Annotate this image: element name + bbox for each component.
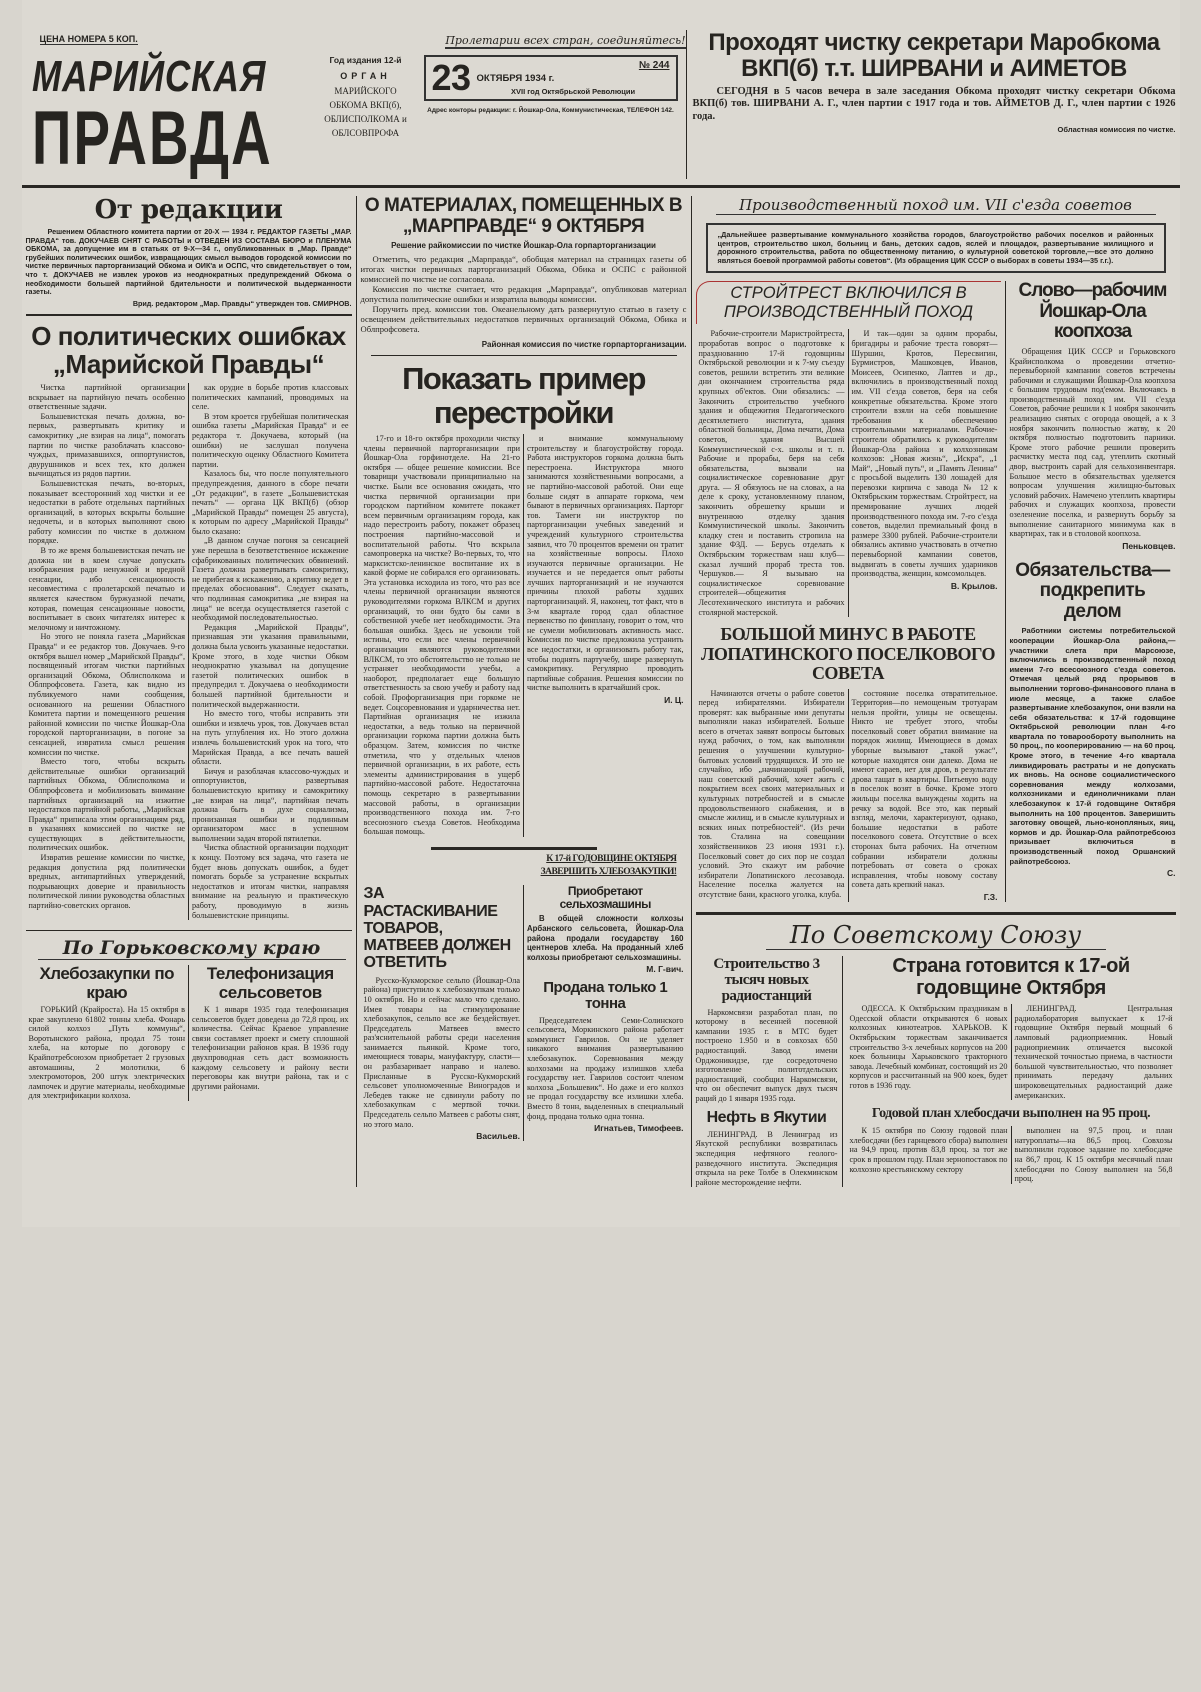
logo-title-line2: ПРАВДА <box>31 96 273 181</box>
perestroika-col2 <box>527 434 684 693</box>
stroitrest-headline: СТРОЙТРЕСТ ВКЛЮЧИЛСЯ В ПРОИЗВОДСТВЕННЫЙ ПОХОД <box>696 281 1001 324</box>
divider <box>696 912 1176 915</box>
paragraph: ЛЕНИНГРАД. В Ленинград из Якутской республики возвратилась экспедиция нефтяного геолого-разведочного института. Экспедиция открыла на реке Толбе в Олекминском районе месторождение нефти. <box>695 1129 838 1187</box>
grain-story3-signature: Игнатьев, Тимофеев. <box>594 1123 684 1134</box>
grain-columns <box>361 885 687 1141</box>
paragraph: Председателем Семи-Солинского сельсовета, Моркинского района работает коммунист Гаврилов. Он не уделяет никакого внимания развертыванию хлебозакупок. Соревнования между колхозами на продажу излишков хлеба государству нет. Гаврилов состоит членом колхоза „Большевик“. Но даже и его колхоз не продал государству все излишки хлеба. Вместо 8 тонн, выделенных в специальный фонд, продана только одна тонна. <box>527 1015 684 1121</box>
divider <box>371 355 677 356</box>
perestroika-columns <box>361 434 687 837</box>
logo <box>26 52 316 181</box>
grain-story3-headline: Продана только 1 тонна <box>543 979 668 1013</box>
obligations-text <box>1010 626 1176 866</box>
grain-banner-line2: ЗАВЕРШИТЬ ХЛЕБОЗАКУПКИ! <box>540 867 677 878</box>
organ-info <box>316 55 416 140</box>
minus-col2 <box>852 689 998 890</box>
oil-headline: Нефть в Якутии <box>706 1109 827 1127</box>
editorial-text: Решением Областного комитета партии от 20-X — 1934 г. РЕДАКТОР ГАЗЕТЫ „МАР. ПРАВДА“ тов. ДОКУЧАЕВ СНЯТ С РАБОТЫ и ОТВЕДЕН ИЗ СОСТАВА БЮРО и ПЛЕНУМА ОБКОМА, за допущение им в статьях от 9-X—34 г., опубликованных в „Мар. Правде“ грубейших политических ошибок, извращающих смысл выводов городской комиссии по чистке первичных парторганизаций Обкома и ОИК'а и ОСПС, что свидетельствует о том, что т. ДОКУЧАЕВ не извлек уроков из неоднократных предупреждений Обкома о необходимости большей партийной бдительности и политической выдержанности газеты. <box>25 227 352 297</box>
slovo-text <box>1010 347 1176 539</box>
right-main-stories <box>696 281 1005 902</box>
radio-text <box>696 1008 838 1104</box>
gorky-story1 <box>26 965 189 1101</box>
country-col1 <box>847 1004 1011 1100</box>
grain-story2-signature: М. Г-вич. <box>646 964 684 975</box>
publication-year: Год издания 12-й <box>329 55 402 65</box>
paragraph: Наркомсвязи разработал план, по которому в весенней посевной кампании 1935 г. в МТС будет построено 1.950 и в совхозах 650 радиостанций. Завод имени Орджоникидзе, где сосредоточено изготовление политотдельских радиостанций, сообщил Наркомсвязи, что он обеспечит выпуск двух тысяч раций до 1 января 1935 года. <box>695 1007 838 1103</box>
campaign-heading: Производственный поход им. VII с'езда советов <box>716 196 1156 215</box>
top-row <box>22 30 1180 179</box>
organ-label: ОРГАН <box>340 71 391 81</box>
paragraph: В общей сложности колхозы Арбанского сельсовета, Йошкар-Ола района продали государству 160 центнеров хлеба. На проданный хлеб колхозы приобретают сельхозмашины. <box>527 914 684 962</box>
minus-columns <box>696 689 1001 902</box>
middle-column <box>356 196 691 1187</box>
paragraph: Работники системы потребительской кооперации Йошкар-Ола района,—участники слета при Марсоюзе, включились в производственный поход имени 7-го всесоюзного с'езда советов. Отмечая целый ряд прорывов в выполнении торгово-финансового плана в июле месяце, а также слабое развертывание хлебозакупок, они взяли на себя обязательства: к 17-й годовщине Октябрьской революции план 4-го квартала по товарообороту выполнить на 50 проц., по кооперированию — на 60 проц. Кроме этого, в течение 4-го квартала ликвидировать растраты и не допускать их вновь. На основе социалистического соревнования между колхозами, колхозниками и единоличниками план хлебозакупок к 17-й годовщине Октября выполнить на 100 процентов. Заверишить заготовку овощей, льно-конопляных, яиц, кормов и др. Йошкар-Ола райпотребсоюз призывает включиться в производственный поход Оршанский райпотребсоюз. <box>1009 626 1176 866</box>
paragraph: К 1 января 1935 года телефонизация сельсоветов будет доведена до 72,8 проц. их количества. Сейчас Краевое управление связи составляет проект и смету сплошной телефонизации районов края. В 1936 году двухпроводная сеть даст возможность каждому сельсовету и району вести переговоры как внутри района, так и с другими районами. <box>192 1004 349 1091</box>
revolution-year: XVII год Октябрьской Революции <box>510 87 636 96</box>
organ-line: МАРИЙСКОГО <box>334 86 397 96</box>
gorky-story2-text <box>192 1005 349 1091</box>
top-story-headline: Проходят чистку секретари Маробкома ВКП(б) т.т. ШИРВАНИ и АИМЕТОВ <box>708 29 1160 82</box>
right-sidebar <box>1005 281 1176 902</box>
grain-story1-headline: ЗА РАСТАСКИВАНИЕ ТОВАРОВ, МАТВЕЕВ ДОЛЖЕН ОТВЕТИТЬ <box>363 885 511 972</box>
paragraph: В этом кроется грубейшая политическая ошибка газеты „Марийская Правда“ и ее редактора т. Докучаева, который (на ошибки) не заслушал получена политическую оценку Областного Комитета партии. <box>192 411 349 469</box>
paragraph: ГОРЬКИЙ (Крайроста). На 15 октября в крае закуплено 61802 тонны хлеба. Фонарь силой колхоз „Путь коммуны“, Воротынского района, продал 75 тонн хлеба, на которые по договору с Крайпотребсоюзом приобретает 2 грузовых автомашины, 2 молотилки, 6 электромоторов, 200 штук электрических лампочек и другие материалы, необходимые для электрификации колхоза. <box>28 1004 185 1101</box>
gorky-story2-headline: Телефонизация сельсоветов <box>206 964 334 1002</box>
date-box <box>424 55 678 101</box>
paragraph: „В данном случае погоня за сенсацией уже перешла в безответственное искажение сфабрикованных политических обвинений. Газета должна развертывать самокритику, не прибегая к искажению, а критику ведет в пределах обоснования“. Следует сказать, что подлинная самокритика „не взирая на лица“ не всегда осуществляется газетой с необходимой последовательностью. <box>192 536 349 623</box>
minus-headline: БОЛЬШОЙ МИНУС В РАБОТЕ ЛОПАТИНСКОГО ПОСЕЛКОВОГО СОВЕТА <box>701 624 995 684</box>
slovo-headline: Слово—рабочим Йошкар-Ола коопхоза <box>1018 280 1167 343</box>
editorial-address: Адрес конторы редакции: г. Йошкар-Ола, Коммунистическая, ТЕЛЕФОН 142. <box>427 107 674 114</box>
stroitrest-col2-wrap <box>848 329 1001 617</box>
paragraph: Чистка партийной организации вскрывает на партийную печать особенно ответственные задачи. <box>28 382 185 412</box>
newspaper-page <box>22 0 1180 1227</box>
gorky-story1-text <box>29 1005 186 1101</box>
paragraph: Комиссия по чистке считает, что редакция „Марправда“, опубликовав материал допустила политические ошибки и извратила выводы комиссии. <box>360 284 687 305</box>
grain-story1-text <box>364 976 521 1130</box>
divider <box>26 314 352 316</box>
paragraph: Извратив решение комиссии по чистке, редакция допустила ряд политически вредных, антипартийных утверждений, подрывающих доверие и правильность политической линии руководства областных партийно-советских органов. <box>28 853 185 911</box>
main-columns <box>22 196 1180 1187</box>
paragraph: Русско-Кукморское сельпо (Йошкар-Ола района) приступило к хлебозакупкам только 10 октября. Но и сейчас мало что сделано. Имея товары на стимулирование хлебозакупок, сельпо все же бездействует. Председатель Матвеев вместо раз'яснительной работы среди населения занимается пьянкой. Кроме того, имеющиеся товары, мануфактуру, сласти—он разбазаривает направо и налево. Присланные в Русско-Кукморский сельсовет уполномоченные Виноградов и Лебедев также не сдвинули работу по хлебозакупкам с мертвой точки. Председатель сельпо Матвеев с работы снят, но этого мало. <box>363 975 520 1129</box>
right-column-stories <box>696 281 1176 902</box>
paragraph: 17-го и 18-го октября проходили чистку члены первичной парторганизации при Йошкар-Ола горфинотделе. На 21-го октября — общее решение комиссии. Все товарищи участвовали принципиально на чистке. Были все основания ожидать, что чистка первичной организации при городском партийном комитете покажет всем первичным организациям города, как надо перестроить работу, покажет образец построения партийно-массовой и воспитательной работы. Что вскрыла самопроверка на чистке? Во-первых, то, что марксистско-ленинское воспитание их в какой форме не собирался его организовать. Эта установка исходила из того, что раз все члены первичной организации являются руководителями горкома ВЛКСМ и других организаций, то они будто бы сами в собственной учебе нет необходимости. Эта большая ошибка. Здесь не усвоили той истины, что если все члены первичной организации являются руководителями ВЛКСМ, то это обстоятельство не только не устраняет необходимости учебы, а наоборот, предполагает еще большую ответственность за свою учебу и работу над собой. Профорганизация при горкоме не ведет. Соцсоревнования и ударничества нет. Партийная организация не изжила недостатки, а ведь только на первичной организации горкома партии должна быть образцом. Затем, комиссия по чистке отметила, что у отдельных членов первичной организации, в их работе, есть элементы администрирования в ущерб партийно-массовой работе. Недостаточна помощь секретарю в развертывании массовой работы, в организации производственного похода им. 7-го всесоюзного съезда Советов. Необходима большая помощь. <box>363 433 520 837</box>
editorial-appointment: Врид. редактором „Мар. Правды“ утвержден тов. СМИРНОВ. <box>132 298 352 308</box>
paragraph: Поручить пред. комиссии тов. Океанельному дать развернутую статью в газету с освещением действительных недостатков первичных организаций Обкома, Обика и Облпрофсовета. <box>360 304 687 335</box>
price: ЦЕНА НОМЕРА 5 КОП. <box>39 34 138 44</box>
paragraph: Чистка областной организации подходит к концу. Поэтому вся задача, что газета не будет вновь допускать ошибок, а будет помогать борьбе за устранение вскрытых недостатков и итогам чистки, направляя внимание на реальную и практическую работу, проводимую в жизнь большевистские принципы. <box>192 843 349 920</box>
grain-story1-signature: Васильев. <box>476 1131 520 1142</box>
masthead <box>26 30 686 179</box>
perestroika-signature: И. Ц. <box>664 695 684 705</box>
issue-month-year: ОКТЯБРЯ 1934 г. <box>476 73 555 84</box>
paragraph: Рабочие-строители Маристройтреста, проработав вопрос о подготовке к празднованию 17-й годовщины Октябрьской революции и к 7-му съезду советов, решили встретить эти великие дни окончанием строительства ряда крупных об'ектов. Они обязались: — Закончить строительство учебного здания и общежития Педагогического десятилетнего института, здания областной больницы, Дома печати, Дома советов, здания Высшей Коммунистической с-х. школы и т. п. Рабочие и прорабы, беря на себя обязательства, вызвали на социалистическое соревнование друг друга. — Я обязуюсь не на словах, а на деле к сроку, установленному планом, закончить обрешетку крыши и внутреннюю отделку здания Коммунистической школы. Закончить кладку стен и поставить стропила на здание ФЗД. — Берусь отделать к Октябрьским торжествам наш клуб—сказал лучший прораб треста тов. Чершуков.— Я вызываю на социалистическое соревнование строителей—общежития Лесотехнического института и рабочих столярной мастерской. <box>698 329 845 617</box>
paragraph: Большевистская печать, во-вторых, показывает всесторонний ход чистки и ее недостатки в работе отдельных партийных организаций, в которых вскрыты большие недочеты, и в которых выполняют свою работу комиссии по чистке в должном порядке. <box>28 478 185 546</box>
soviet-union-right <box>842 956 1176 1187</box>
grain-banner <box>361 854 687 878</box>
materials-signature: Районная комиссия по чистке горпарторганизации. <box>481 340 687 350</box>
political-errors-col1 <box>26 383 189 920</box>
soviet-union-left <box>696 956 842 1187</box>
slovo-signature: Пеньковцев. <box>1122 540 1176 551</box>
left-column <box>26 196 356 1187</box>
perestroika-col2-wrap <box>523 434 687 837</box>
paragraph: Бичуя и разоблачая классово-чуждых и оппортунистов, развертывая большевистскую критику и самокритику „не взирая на лица“, партийная печать должна быть в духе социализма, пронизанная ошибки и подлинным организатором масс в успешном выполнении задач второй пятилетки. <box>192 766 349 843</box>
campaign-quote: „Дальнейшее развертывание коммунального хозяйства городов, благоустройство рабочих поселков и районных центров, строительство школ, больниц и бань, детских садов, яслей и площадок, развертывание жилищного и дорожного строительства, работа по общественному питанию, о культурной советской торговле,—все это должно являться боевой программой работы советов“. (Из обращения ЦИК СССР о выборах в советы 1934—35 г.г.). <box>706 223 1166 273</box>
country-headline: Страна готовится к 17-ой годовщине Октября <box>892 954 1130 999</box>
paragraph: состояние поселка отвратительное. Территория—по немощеным тротуарам нельзя пройти, улицы не освещены. Никто не требует этого, чтобы поселковый совет обратил внимание на порядок жилищ. Имеющиеся в домах уборные вызывают „такой ужас“, которые находятся они далеко. Дома не имеют сараев, нет для дров, в результате дрова тащат в квартиры. Питьевую воду в поселок возят в бочке. Кроме этого жильцы поселка вынуждены ходить на речку за водой. Все это, как первый взгляд, мелочи, характеризуют, однако, большие недостатки в работе поселкового совета. Отсутствие о всех сторонах быта рабочих. На отчетном собрании избиратели должны потребовать от совета о сроках исправления, чтобы новому составу совета дать крепкий наказ. <box>851 688 998 890</box>
right-column <box>691 196 1176 1187</box>
perestroika-col1 <box>361 434 524 837</box>
gorky-story1-headline: Хлебозакупки по краю <box>39 964 175 1002</box>
issue-day: 23 <box>431 57 471 98</box>
soviet-union-stories <box>696 956 1176 1187</box>
organ-line: ОБЛСОВПРОФА <box>331 128 400 138</box>
paragraph: ЛЕНИНГРАД. Центральная радиолаборатория выпускает к 17-й годовщине Октября первый мощный 6 ламповый радиоприемник. Новый радиоприемник отличается высокой технической точностью приема, в частности большой чувствительностью, что позволяет принимать передачу дальних широковещательных радиостанций даже американских. <box>1014 1004 1173 1100</box>
paragraph: Обращения ЦИК СССР и Горьковского Крайисполкома о проведении отчетно-перевыборной кампании советов встречены рабочими и служащими Йошкар-Ола коопхоза с большим трудовым под'емом. Включаясь в производственный поход им. VII с'езда Советов, рабочие решили к 1 ноября закончить реализацию снятых с огорода овощей, а к 3 ноября закончить полностью жатву, к 20 октября полностью подготовить парники. Кроме этого рабочие решили проверить расчистку места под сад, утеплить скотный двор, выстроить сарай для сельхозинвентаря. Большое место в обязательствах уделяется вопросам улучшения жилищно-бытовых условий рабочих. Намечено утеплить квартиры рабочих и служащих коопхоза, провести озеленение поселка, и развернуть борьбу за выполнение санитарного минимума как в квартирах, так и в столовой коопхоза. <box>1009 346 1176 539</box>
minus-col2-wrap <box>848 689 1001 902</box>
political-errors-headline: О политических ошибках „Марийской Правды“ <box>31 320 346 379</box>
radio-headline: Строительство 3 тысяч новых радиостанций <box>713 955 820 1005</box>
grain-story2-headline: Приобретают сельхозмашины <box>559 884 651 912</box>
political-errors-col2 <box>188 383 352 920</box>
plan-col1 <box>847 1126 1011 1184</box>
paragraph: И так—один за одним прорабы, бригадиры и рабочие треста говорят—Шуршин, Кротов, Пересвигин, Бурмистров, Машковцев, Иванов, Моисеев, Осипенко, Лаптев и др., включились в производственный поход им. VII с'езда советов, беря на себя конкретные обязательства. Кроме этого строители взяли на себя повышение требования к обеспечению строительными материалами. Рабочие-строители обратились к руководителям Йошкар-Ола района и колхозникам колхозов: „Новая жизнь“, „Искра“, „1 Май“, „Новый путь“, и „Память Ленина“ с просьбой выделить 130 лошадей для перевозки кирпича с завода № 12 к Октябрьским торжествам. Стройтрест, на премирование лучших людей производственного похода им. 7-го с'езда советов, выделил премиальный фонд в размере 3300 рублей. Рабочие-строители обязались активно участвовать в отчетно перевыборной кампании советов, выдвигать в советы лучших ударников производства, женщин, комсомольцев. <box>851 329 998 579</box>
paragraph: ОДЕССА. К Октябрьским праздникам в Одесской области открываются 6 новых колхозных кинотеатров. ХАРЬКОВ. К Октябрьским торжествам заканчивается строительство 3-х лечебных корпусов на 200 коек больницы Харьковского тракторного завода. Лечебный комбинат, состоящий из 20 корпусов и рассчитанный на 900 коек, будет готов в 1936 году. <box>849 1004 1008 1090</box>
divider <box>431 847 597 850</box>
minus-col1 <box>696 689 848 902</box>
date-column <box>416 55 686 115</box>
stroitrest-signature: В. Крылов. <box>950 580 998 591</box>
obligations-signature: С. <box>1167 868 1176 879</box>
issue-number: № 244 <box>638 60 670 71</box>
country-columns <box>847 1004 1176 1100</box>
materials-subhead: Решение райкомиссии по чистке Йошкар-Ола горпарторганизации <box>391 241 656 251</box>
materials-text <box>361 254 687 334</box>
paragraph: выполнен на 97,5 проц. и план натуроплаты—на 86,5 проц. Совхозы выполнили годовое задание по хлебосдаче на 86,7 проц. К 15 октября месячный план хлебосдачи по Союзу выполнен на 56,8 проц. <box>1014 1126 1173 1184</box>
masthead-divider <box>22 185 1180 188</box>
paragraph: и внимание коммунальному строительству и благоустройству города. Работа инструкторов горкома должна быть перестроена. Инструктора много занимаются хозяйственными вопросами, а не партийно-массовой работой. Они еще больше сидят в аппарате горкома, чем бывают в первичных организациях. Парторг тов. Тамеги ни инструктор по парторганизации учебных заведений и учреждений культурного строительства заявил, что 70 процентов времени он тратит на хозяйственные вопросы. Плохо изучаются первичные организации. Не изучается и не передается опыт работы лучших парторганизаций и не изучаются причины плохой работы худших парторганизаций. Я, наконец, тот факт, что в 3-м квартале город сдал областное первенство по финплану, говорит о том, что не сумели мобилизовать активность масс. Комиссия по чистке предложила устранить все недостатки, и организовать работу так, чтобы поднять партучебу, шире развернуть самокритику. Регулярно проводить партийные собрания. Решения комиссии по чистке выполнить в кратчайший срок. <box>527 433 684 693</box>
paragraph: Но этого не поняла газета „Марийская Правда“ и ее редактор тов. Докучаев. 9-го октября вышел номер „Марийской Правды“, посвященный итогам чистки партийных организаций Обкома, Облисполкома и Облпрофсовета. Газета, как видно из публикуемого нами сообщения, основанного на решении Областного Комитета партии и помещенного решения районной комиссии по чистке Йошкар-Ола городской парторганизации, в погоне за сенсацией, извратила смысл решения комиссии по чистке. <box>28 632 185 757</box>
logo-title-line1: МАРИЙСКАЯ <box>31 52 266 101</box>
materials-headline: О МАТЕРИАЛАХ, ПОМЕЩЕННЫХ В „МАРПРАВДЕ“ 9 ОКТЯБРЯ <box>364 195 683 237</box>
grain-story1 <box>361 885 524 1141</box>
paragraph: Вместо того, чтобы вскрыть действительные ошибки организаций партийных Обкома, Облисполкома и Облпрофсовета и мобилизовать внимание партийных организаций на изжитие недостатков партийной работы, „Марийская Правда“ приписала этим организациям ряд, в указаниях комиссией по чистке не существующих в действительности, политических ошибок. <box>28 757 185 853</box>
paragraph: Казалось бы, что после популятельного предупреждения, данного в сборе печати „От редакции“, в газете „Большевистская печать“ — органа ЦК ВКП(б) (обзор „Марийской Правды“ помещен 25 августа), к которым по адресу „Марийской Правды“ было сказано: <box>192 469 349 536</box>
top-story-text: СЕГОДНЯ в 5 часов вечера в зале заседания Обкома проходят чистку секретари Обкома ВКП(б) тов. ШИРВАНИ А. Г., член партии с 1917 года и тов. АЙМЕТОВ Д. Г., член партии с 1926 года. <box>692 85 1176 122</box>
editorial-heading: От редакции <box>94 195 283 225</box>
plan-columns <box>847 1126 1176 1184</box>
perestroika-headline: Показать пример перестройки <box>402 361 645 430</box>
paragraph: Начинаются отчеты о работе советов перед избирателями. Избиратели проверят: как выбранные ими депутаты выполняли наказ избирателей. Больше всего в отчетах заявят вопросы бытовых нужд рабочих, о том, как выполняли решения о улучшении культурно-бытовых условий трудящихся. И это не случайно, ибо „начинающий рабочий, наш советский рабочий, хочет жить с покрытием всех своих материальных и культурных потребностей и в смысле продовольственного снабжения, и в смысле жилищ, и в смысле культурных и всяких иных потребностей“. (Из речи тов. Сталина на совещании хозяйственников 23 июня 1931 г.). Поселковый совет до сих пор не создал условий. Это скажут им рабочие избиратели Лопатинского лесозавода. Население поселка жалуется на отсутствие бани, красного уголка, клуба. <box>698 688 845 899</box>
grain-stories-right <box>523 885 687 1141</box>
paragraph: Но вместо того, чтобы исправить эти ошибки и извлечь урок, тов. Докучаев встал на путь углубления их. Но этого должна извлечь большевистский урок на того, что Марийская Правда, а все печать вашей области. <box>192 709 349 767</box>
divider <box>26 930 352 931</box>
grain-story3-text <box>527 1016 684 1122</box>
paragraph: как орудие в борьбе против классовых политических кампаний, проводимых на селе. <box>192 382 349 412</box>
top-story <box>686 30 1176 179</box>
stroitrest-col2 <box>852 329 998 578</box>
paragraph: К 15 октября по Союзу годовой план хлебосдачи (без гарнцевого сбора) выполнен на 94,9 проц. против 83,8 проц. за тот же срок в прошлом году. План зернопоставок по колхозно крестьянскому сектору <box>849 1126 1008 1174</box>
slogan: Пролетарии всех стран, соединяйтесь! <box>445 34 686 47</box>
country-col2 <box>1011 1004 1176 1100</box>
paragraph: Большевистская печать должна, во-первых, развертывать критику и самокритику „не взирая на лица“, помогать партии по чистке разоблачать классово-чуждых, примазавшихся, оппортунистов, двурушников и всех тех, кто должен вычищаться из рядов партии. <box>28 411 185 479</box>
paragraph: Отметить, что редакция „Марправда“, обобщая материал на страницах газеты об итогах чистки первичных парторганизаций Обкома, Обика и ОСПС с районной комиссией по чистке не согласовала. <box>360 254 687 285</box>
grain-story2-text <box>527 914 684 962</box>
gorky-heading: По Горьковскому краю <box>38 937 346 960</box>
grain-banner-line1: К 17-й ГОДОВЩИНЕ ОКТЯБРЯ <box>546 853 677 864</box>
oil-text <box>696 1130 838 1188</box>
minus-signature: Г.З. <box>983 891 998 902</box>
paragraph: Редакция „Марийской Правды“, признавшая эти указания правильными, должна была усвоить указанные недостатки. Кроме этого, в ходе чистки Обком неоднократно указывал на допущение газетой политических ошибок в предупредил т. Докучаева о необходимости большей партийной бдительности и политической выдержанности. <box>192 622 349 709</box>
plan-col2 <box>1011 1126 1176 1184</box>
obligations-headline: Обязательства— подкрепить делом <box>1015 559 1170 622</box>
organ-line: ОБЛИСПОЛКОМА и <box>324 114 407 124</box>
gorky-story2 <box>188 965 352 1101</box>
plan-headline: Годовой план хлебосдачи выполнен на 95 проц. <box>871 1106 1151 1122</box>
organ-lines <box>316 84 416 140</box>
gorky-columns <box>26 965 352 1101</box>
stroitrest-columns <box>696 329 1001 617</box>
organ-line: ОБКОМА ВКП(б), <box>329 100 402 110</box>
political-errors-columns <box>26 383 352 920</box>
top-story-signature: Областная комиссия по чистке. <box>1057 125 1176 135</box>
soviet-union-heading: По Советскому Союзу <box>766 921 1106 950</box>
stroitrest-col1 <box>696 329 848 617</box>
paragraph: В то же время большевистская печать не должна ни в коем случае допускать изображения ради ненужной и вредной сенсации, ибо сенсационность несовместима с пролетарской печатью и является качеством буржуазной печати, которая, помещая сенсационные новости, воспитывает в своих читателях интерес к мелочному и ничтожному. <box>28 546 185 632</box>
